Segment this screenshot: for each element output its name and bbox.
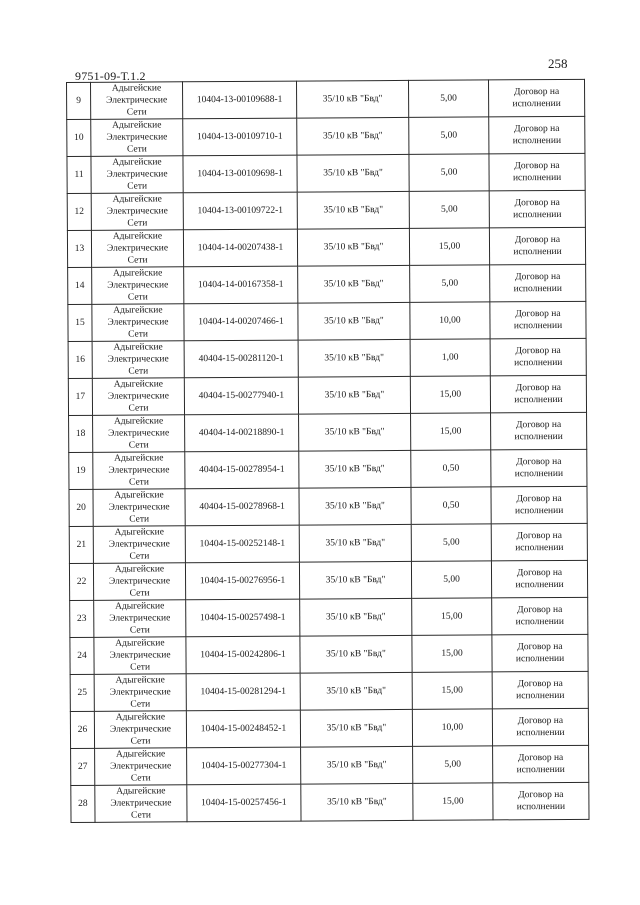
row-number-cell: 27: [71, 748, 95, 785]
application-code-cell: 10404-15-00276956-1: [185, 562, 299, 600]
voltage-cell: 35/10 кВ "Бвд": [298, 265, 410, 303]
status-line: Договор на: [513, 86, 560, 98]
organization-cell: [94, 600, 186, 638]
organization-cell: [95, 785, 187, 823]
table-row: [68, 301, 586, 341]
organization-cell: [92, 378, 184, 416]
status-cell: [492, 634, 588, 672]
status-line: Договор на: [517, 752, 564, 764]
power-cell: 5,00: [413, 746, 493, 783]
row-number-cell: 20: [69, 489, 93, 526]
power-cell: 10,00: [412, 709, 492, 746]
status-line: Договор на: [514, 197, 560, 209]
voltage-cell: 35/10 кВ "Бвд": [300, 635, 412, 673]
table-row: [67, 153, 585, 193]
status-cell: [491, 449, 587, 487]
power-cell: 5,00: [409, 154, 489, 191]
status-cell: [493, 782, 589, 820]
page-number: 258: [548, 56, 568, 71]
organization-line: Электрические: [106, 169, 168, 180]
status-line: исполнении: [516, 764, 565, 776]
application-code-cell: 10404-14-00207466-1: [184, 303, 298, 341]
status-line: исполнении: [516, 801, 566, 813]
application-code-cell: 10404-13-00109722-1: [183, 192, 297, 230]
organization-line: Адыгейские: [115, 712, 166, 723]
organization-line: Сети: [130, 699, 151, 710]
status-line: Договор на: [515, 419, 562, 431]
voltage-cell: 35/10 кВ "Бвд": [297, 228, 409, 266]
status-cell: [490, 264, 586, 302]
power-cell: 5,00: [411, 561, 491, 598]
status-line: исполнении: [515, 542, 564, 554]
application-code-cell: 10404-15-00277304-1: [187, 747, 301, 785]
status-line: исполнении: [514, 505, 564, 517]
status-cell: [489, 116, 585, 154]
organization-cell: [93, 526, 185, 564]
status-line: исполнении: [513, 283, 562, 295]
status-cell: [490, 375, 586, 413]
table-row: [70, 634, 588, 674]
status-line: Договор на: [514, 160, 560, 172]
status-line: исполнении: [514, 468, 564, 480]
table-row: [67, 227, 585, 267]
application-code-cell: 10404-15-00252148-1: [185, 525, 299, 563]
application-code-cell: 10404-13-00109710-1: [183, 118, 297, 156]
application-code-cell: 40404-15-00278954-1: [185, 451, 299, 489]
power-cell: 0,50: [411, 487, 491, 524]
status-cell: [490, 338, 586, 376]
table-row: [67, 79, 585, 119]
organization-line: Сети: [129, 551, 150, 562]
status-line: Договор на: [515, 345, 561, 357]
table-row: [69, 449, 587, 489]
status-line: Договор на: [515, 308, 561, 320]
organization-line: Электрические: [106, 206, 168, 217]
application-code-cell: 40404-15-00277940-1: [184, 377, 298, 415]
status-line: Договор на: [517, 641, 563, 653]
status-cell: [491, 523, 587, 561]
status-line: исполнении: [513, 246, 562, 258]
organization-line: Сети: [126, 107, 147, 118]
organization-line: Сети: [128, 329, 149, 340]
status-line: исполнении: [512, 98, 561, 110]
contracts-table: [66, 79, 590, 823]
status-line: исполнении: [514, 431, 563, 443]
row-number-cell: 13: [67, 230, 91, 267]
application-code-cell: 10404-13-00109698-1: [183, 155, 297, 193]
row-number-cell: 10: [67, 119, 91, 156]
organization-line: Электрические: [106, 243, 169, 254]
organization-line: Электрические: [107, 391, 169, 402]
organization-line: Сети: [129, 588, 150, 599]
power-cell: 5,00: [409, 117, 489, 154]
organization-line: Электрические: [108, 502, 170, 513]
table-row: [69, 486, 587, 526]
table-row: [71, 782, 589, 822]
status-cell: [492, 708, 588, 746]
organization-cell: [93, 415, 185, 453]
voltage-cell: 35/10 кВ "Бвд": [297, 154, 409, 192]
organization-line: Адыгейские: [113, 379, 164, 390]
row-number-cell: 17: [68, 378, 92, 415]
status-line: исполнении: [514, 394, 563, 406]
voltage-cell: 35/10 кВ "Бвд": [297, 191, 409, 229]
organization-line: Электрические: [107, 354, 169, 365]
application-code-cell: 40404-15-00281120-1: [184, 340, 298, 378]
application-code-cell: 40404-15-00278968-1: [185, 488, 299, 526]
power-cell: 5,00: [409, 191, 489, 228]
status-cell: [489, 153, 585, 191]
voltage-cell: 35/10 кВ "Бвд": [299, 413, 411, 451]
organization-line: Сети: [127, 181, 148, 192]
organization-line: Сети: [127, 218, 148, 229]
table-row: [68, 264, 586, 304]
organization-cell: [93, 452, 185, 490]
organization-line: Электрические: [110, 761, 172, 772]
organization-cell: [94, 674, 186, 712]
table-row: [69, 523, 587, 563]
organization-cell: [93, 563, 185, 601]
organization-cell: [94, 711, 186, 749]
status-line: исполнении: [512, 135, 562, 147]
organization-line: Сети: [126, 144, 147, 155]
organization-cell: [91, 119, 183, 157]
document-code: 9751-09-Т.1.2: [75, 69, 146, 83]
organization-cell: [92, 267, 184, 305]
organization-line: Сети: [130, 662, 151, 673]
organization-line: Адыгейские: [114, 453, 164, 464]
application-code-cell: 10404-15-00248452-1: [186, 710, 300, 748]
power-cell: 0,50: [411, 450, 491, 487]
organization-line: Адыгейские: [112, 157, 162, 168]
status-cell: [493, 745, 589, 783]
voltage-cell: 35/10 кВ "Бвд": [296, 80, 408, 118]
organization-line: Адыгейские: [114, 527, 164, 538]
organization-line: Адыгейские: [112, 231, 163, 242]
row-number-cell: 18: [69, 415, 93, 452]
organization-cell: [93, 489, 185, 527]
row-number-cell: 9: [67, 82, 91, 119]
voltage-cell: 35/10 кВ "Бвд": [298, 376, 410, 414]
contracts-table-wrapper: [66, 79, 589, 830]
organization-line: Адыгейские: [111, 83, 162, 94]
organization-line: Адыгейские: [116, 786, 166, 797]
application-code-cell: 10404-15-00257456-1: [187, 784, 301, 822]
status-line: исполнении: [515, 579, 564, 591]
table-row: [70, 671, 588, 711]
organization-line: Электрические: [110, 798, 172, 809]
application-code-cell: 10404-15-00257498-1: [186, 599, 300, 637]
organization-line: Сети: [128, 440, 149, 451]
application-code-cell: 10404-15-00242806-1: [186, 636, 300, 674]
organization-line: Электрические: [106, 132, 168, 143]
voltage-cell: 35/10 кВ "Бвд": [298, 339, 410, 377]
organization-line: Адыгейские: [115, 675, 165, 686]
power-cell: 15,00: [412, 598, 492, 635]
organization-line: Адыгейские: [115, 749, 166, 760]
status-line: Договор на: [516, 567, 563, 579]
organization-line: Адыгейские: [114, 490, 164, 501]
organization-line: Адыгейские: [115, 638, 165, 649]
status-line: Договор на: [517, 604, 563, 616]
organization-line: Электрические: [109, 724, 172, 735]
status-cell: [489, 190, 585, 228]
organization-line: Электрические: [109, 687, 171, 698]
power-cell: 15,00: [409, 228, 489, 265]
power-cell: 15,00: [413, 783, 493, 820]
status-cell: [492, 597, 588, 635]
voltage-cell: 35/10 кВ "Бвд": [301, 783, 413, 821]
row-number-cell: 24: [70, 637, 94, 674]
organization-cell: [92, 341, 184, 379]
status-cell: [488, 79, 584, 117]
row-number-cell: 22: [69, 563, 93, 600]
organization-line: Электрические: [109, 613, 171, 624]
voltage-cell: 35/10 кВ "Бвд": [299, 524, 411, 562]
power-cell: 15,00: [410, 376, 490, 413]
organization-cell: [94, 637, 186, 675]
status-cell: [491, 412, 587, 450]
power-cell: 5,00: [408, 80, 488, 117]
table-row: [67, 190, 585, 230]
organization-line: Сети: [128, 403, 149, 414]
status-line: исполнении: [513, 209, 562, 221]
organization-line: Адыгейские: [112, 120, 162, 131]
application-code-cell: 10404-15-00281294-1: [186, 673, 300, 711]
organization-cell: [91, 156, 183, 194]
organization-line: Сети: [127, 255, 148, 266]
table-body: [67, 79, 590, 822]
power-cell: 1,00: [410, 339, 490, 376]
table-row: [67, 116, 585, 156]
row-number-cell: 19: [69, 452, 93, 489]
organization-line: Сети: [130, 810, 151, 821]
status-line: Договор на: [515, 271, 561, 283]
voltage-cell: 35/10 кВ "Бвд": [299, 561, 411, 599]
organization-line: Сети: [130, 736, 151, 747]
application-code-cell: 10404-14-00167358-1: [184, 266, 298, 304]
table-row: [71, 745, 589, 785]
status-line: исполнении: [515, 653, 565, 665]
status-cell: [491, 560, 587, 598]
organization-line: Электрические: [108, 465, 170, 476]
table-row: [68, 338, 586, 378]
row-number-cell: 14: [68, 267, 92, 304]
organization-line: Адыгейские: [115, 601, 165, 612]
organization-line: Сети: [127, 292, 148, 303]
organization-cell: [92, 304, 184, 342]
organization-line: Сети: [129, 514, 150, 525]
organization-line: Электрические: [108, 576, 171, 587]
table-row: [70, 708, 588, 748]
application-code-cell: 40404-14-00218890-1: [185, 414, 299, 452]
organization-cell: [91, 82, 183, 120]
organization-line: Электрические: [106, 95, 168, 106]
row-number-cell: 23: [70, 600, 94, 637]
table-row: [69, 560, 587, 600]
power-cell: 5,00: [410, 265, 490, 302]
organization-line: Адыгейские: [113, 305, 163, 316]
organization-line: Сети: [128, 477, 149, 488]
organization-line: Электрические: [107, 317, 169, 328]
application-code-cell: 10404-14-00207438-1: [183, 229, 297, 267]
application-code-cell: 10404-13-00109688-1: [183, 81, 297, 119]
status-line: Договор на: [517, 715, 564, 727]
power-cell: 15,00: [411, 413, 491, 450]
status-line: исполнении: [515, 616, 564, 628]
voltage-cell: 35/10 кВ "Бвд": [300, 672, 412, 710]
status-line: исполнении: [513, 320, 563, 332]
status-line: исполнении: [512, 172, 562, 184]
status-line: Договор на: [517, 678, 563, 690]
table-row: [68, 375, 586, 415]
status-line: Договор на: [518, 789, 564, 801]
status-cell: [491, 486, 587, 524]
row-number-cell: 16: [68, 341, 92, 378]
voltage-cell: 35/10 кВ "Бвд": [298, 302, 410, 340]
voltage-cell: 35/10 кВ "Бвд": [299, 450, 411, 488]
row-number-cell: 25: [70, 674, 94, 711]
row-number-cell: 26: [70, 711, 94, 748]
status-line: Договор на: [514, 234, 561, 246]
status-cell: [490, 301, 586, 339]
organization-line: Адыгейские: [114, 564, 165, 575]
organization-cell: [91, 193, 183, 231]
organization-cell: [91, 230, 183, 268]
organization-cell: [95, 748, 187, 786]
status-line: исполнении: [516, 690, 565, 702]
organization-line: Сети: [128, 366, 149, 377]
organization-line: Сети: [130, 773, 151, 784]
status-cell: [489, 227, 585, 265]
status-cell: [492, 671, 588, 709]
row-number-cell: 28: [71, 785, 95, 822]
status-line: исполнении: [516, 727, 565, 739]
organization-line: Адыгейские: [113, 268, 163, 279]
status-line: Договор на: [516, 456, 562, 468]
power-cell: 10,00: [410, 302, 490, 339]
organization-line: Сети: [129, 625, 150, 636]
status-line: Договор на: [516, 493, 562, 505]
power-cell: 15,00: [412, 635, 492, 672]
organization-line: Электрические: [108, 539, 170, 550]
row-number-cell: 11: [67, 156, 91, 193]
row-number-cell: 15: [68, 304, 92, 341]
table-row: [70, 597, 588, 637]
row-number-cell: 12: [67, 193, 91, 230]
organization-line: Адыгейские: [113, 342, 163, 353]
power-cell: 5,00: [411, 524, 491, 561]
status-line: Договор на: [516, 530, 562, 542]
power-cell: 15,00: [412, 672, 492, 709]
status-line: исполнении: [514, 357, 563, 369]
row-number-cell: 21: [69, 526, 93, 563]
organization-line: Адыгейские: [112, 194, 162, 205]
status-line: Договор на: [514, 123, 560, 135]
organization-line: Адыгейские: [113, 416, 164, 427]
table-row: [69, 412, 587, 452]
organization-line: Электрические: [108, 428, 170, 439]
voltage-cell: 35/10 кВ "Бвд": [300, 598, 412, 636]
voltage-cell: 35/10 кВ "Бвд": [300, 709, 412, 747]
voltage-cell: 35/10 кВ "Бвд": [301, 746, 413, 784]
status-line: Договор на: [515, 382, 562, 394]
organization-line: Электрические: [107, 280, 169, 291]
voltage-cell: 35/10 кВ "Бвд": [297, 117, 409, 155]
voltage-cell: 35/10 кВ "Бвд": [299, 487, 411, 525]
organization-line: Электрические: [109, 650, 171, 661]
